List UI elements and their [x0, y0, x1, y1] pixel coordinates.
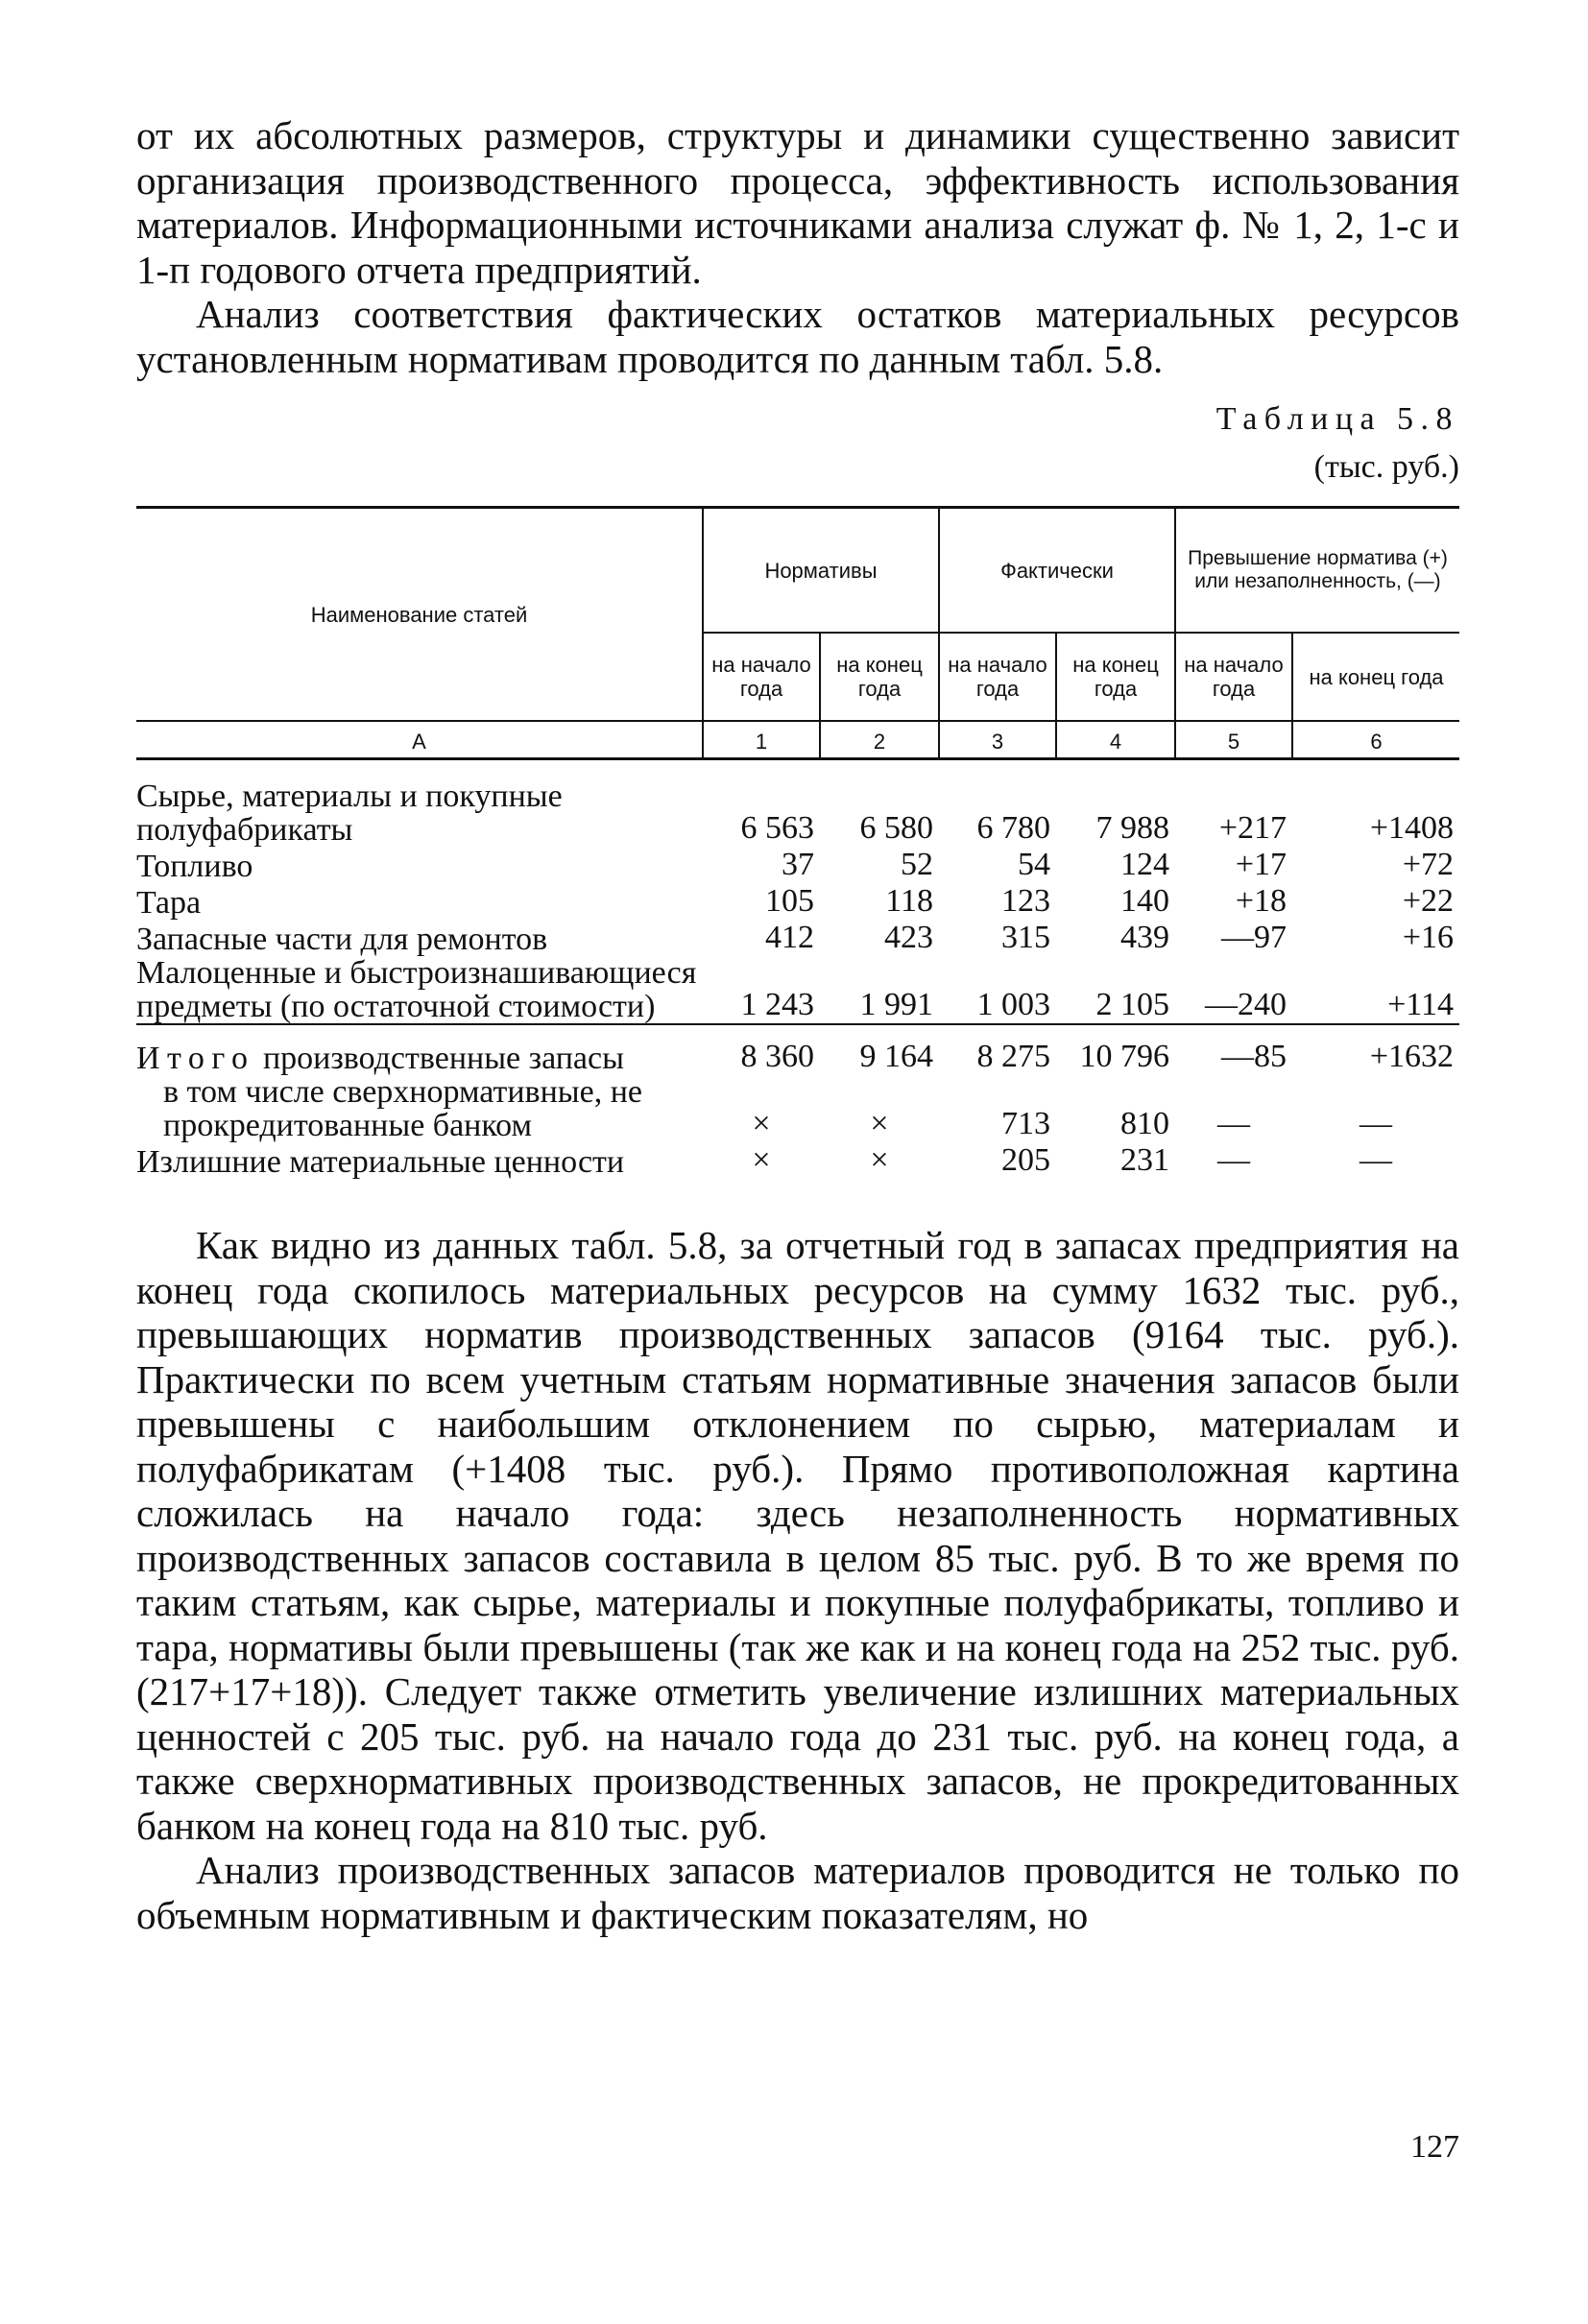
- col-index: 5: [1175, 721, 1292, 759]
- cell-value: +217: [1218, 810, 1287, 846]
- cell-value: 423: [884, 920, 933, 955]
- cell-value: 118: [885, 883, 933, 919]
- cell-value: 52: [901, 847, 933, 882]
- cell-value: +114: [1387, 987, 1454, 1022]
- total-label-spaced: Итого: [136, 1041, 255, 1076]
- table-row: [136, 1075, 1459, 1142]
- cell-value: —: [1359, 1106, 1392, 1141]
- cell-value: —: [1359, 1142, 1392, 1178]
- col-index: 2: [820, 721, 939, 759]
- cell-value: —97: [1221, 920, 1287, 955]
- table-row: [136, 920, 1459, 956]
- total-row: [136, 1039, 1459, 1075]
- row-name: Малоценные и быстроизнашивающиеся предметы (по остаточной стоимости): [136, 955, 697, 1024]
- header-name: Наименование статей: [136, 508, 703, 722]
- stock-table: [136, 506, 1459, 1179]
- header-fact-start: на начало года: [939, 633, 1056, 721]
- cell-value: 315: [1001, 920, 1050, 955]
- header-norm-start: на начало года: [703, 633, 820, 721]
- paragraph-3: Как видно из данных табл. 5.8, за отчетный год в запасах предприятия на конец года скопилось материальных ресурсов на сумму 1632 тыс. руб., превышающих норматив производственных запасов (9164 тыс. руб.). Практически по всем учетным статьям нормативные значения запасов были превышены с наибольшим отклонением по сырью, материалам и полуфабрикатам (+1408 тыс. руб.). Прямо противоположная картина сложилась на начало года: здесь незаполненность нормативных производственных запасов составила в целом 85 тыс. руб. В то же время по таким статьям, как сырье, материалы и покупные полуфабрикаты, топливо и тара, нормативы были превышены (так же как и на конец года на 252 тыс. руб. (217+17+18)). Следует также отметить увеличение излишних материальных ценностей с 205 тыс. руб. на начало года до 231 тыс. руб. на конец года, а также сверхнормативных производственных запасов, не прокредитованных банком на конец года на 810 тыс. руб.: [136, 1223, 1459, 1848]
- cell-value: +17: [1235, 847, 1287, 882]
- table-row: [136, 956, 1459, 1024]
- cell-value: 105: [765, 883, 814, 919]
- cell-value: 37: [782, 847, 814, 882]
- table-row: [136, 779, 1459, 847]
- cell-value: 140: [1120, 883, 1169, 919]
- cell-value: 810: [1120, 1106, 1169, 1141]
- col-index: 4: [1056, 721, 1175, 759]
- page-content: [136, 113, 1459, 1937]
- cell-value: +22: [1402, 883, 1454, 919]
- cell-value: 7 988: [1095, 810, 1169, 846]
- cell-value: +1632: [1369, 1039, 1454, 1074]
- header-norm: Нормативы: [703, 508, 939, 634]
- header-excess: Превышение норматива (+) или незаполненность, (—): [1175, 508, 1459, 634]
- row-name: Топливо: [136, 849, 253, 884]
- cell-value: —: [1217, 1106, 1250, 1141]
- cell-value: 412: [765, 920, 814, 955]
- cell-value: ×: [752, 1106, 771, 1141]
- header-excess-end: на конец года: [1292, 634, 1459, 721]
- cell-value: +72: [1402, 847, 1454, 882]
- cell-value: 8 360: [740, 1039, 814, 1074]
- col-index: 1: [703, 721, 820, 759]
- col-index: 6: [1292, 721, 1459, 759]
- cell-value: +16: [1402, 920, 1454, 955]
- cell-value: 54: [1018, 847, 1050, 882]
- total-label-rest: производственные запасы: [254, 1041, 624, 1076]
- cell-value: 123: [1001, 883, 1050, 919]
- cell-value: +18: [1235, 883, 1287, 919]
- cell-value: ×: [870, 1142, 889, 1178]
- table-caption-text: Таблица 5.8: [1215, 401, 1459, 437]
- table-row: [136, 847, 1459, 883]
- row-name: Запасные части для ремонтов: [136, 922, 548, 957]
- cell-value: 1 991: [859, 987, 933, 1022]
- header-fact-end: на конец года: [1056, 633, 1175, 721]
- col-index: А: [136, 721, 703, 759]
- row-name: Излишние материальные ценности: [136, 1144, 625, 1180]
- cell-value: 1 003: [976, 987, 1050, 1022]
- total-label: [136, 1039, 703, 1075]
- row-name: в том числе сверхнормативные, не прокредитованные банком: [163, 1074, 643, 1143]
- table-row: [136, 1142, 1459, 1179]
- cell-value: 1 243: [740, 987, 814, 1022]
- row-name: Сырье, материалы и покупные полуфабрикаты: [136, 779, 563, 848]
- cell-value: +1408: [1369, 810, 1454, 846]
- table-row: [136, 883, 1459, 920]
- page-number: 127: [1410, 2129, 1459, 2165]
- header-norm-end: на конец года: [820, 633, 939, 721]
- cell-value: 231: [1120, 1142, 1169, 1178]
- cell-value: 9 164: [859, 1039, 933, 1074]
- cell-value: 6 563: [740, 810, 814, 846]
- paragraph-1: от их абсолютных размеров, структуры и динамики существенно зависит организация производственного процесса, эффективность использования материалов. Информационными источниками анализа служат ф. № 1, 2, 1-с и 1-п годового отчета предприятий.: [136, 113, 1459, 292]
- table-unit: (тыс. руб.): [1313, 449, 1459, 485]
- cell-value: 439: [1120, 920, 1169, 955]
- cell-value: 6 780: [976, 810, 1050, 846]
- cell-value: 8 275: [976, 1039, 1050, 1074]
- cell-value: 10 796: [1079, 1039, 1169, 1074]
- cell-value: ×: [752, 1142, 771, 1178]
- cell-value: 124: [1120, 847, 1169, 882]
- col-index: 3: [939, 721, 1056, 759]
- cell-value: —240: [1205, 987, 1287, 1022]
- table-caption: [136, 398, 1459, 441]
- cell-value: 713: [1001, 1106, 1050, 1141]
- cell-value: —: [1217, 1142, 1250, 1178]
- cell-value: —85: [1221, 1039, 1287, 1074]
- cell-value: 205: [1001, 1142, 1050, 1178]
- paragraph-4: Анализ производственных запасов материалов проводится не только по объемным нормативным и фактическим показателям, но: [136, 1848, 1459, 1937]
- cell-value: 2 105: [1095, 987, 1169, 1022]
- header-excess-start: на начало года: [1175, 634, 1292, 721]
- row-name: Тара: [136, 885, 202, 921]
- header-fact: Фактически: [939, 508, 1175, 634]
- paragraph-2: Анализ соответствия фактических остатков материальных ресурсов установленным нормативам проводится по данным табл. 5.8.: [136, 292, 1459, 381]
- cell-value: ×: [870, 1106, 889, 1141]
- cell-value: 6 580: [859, 810, 933, 846]
